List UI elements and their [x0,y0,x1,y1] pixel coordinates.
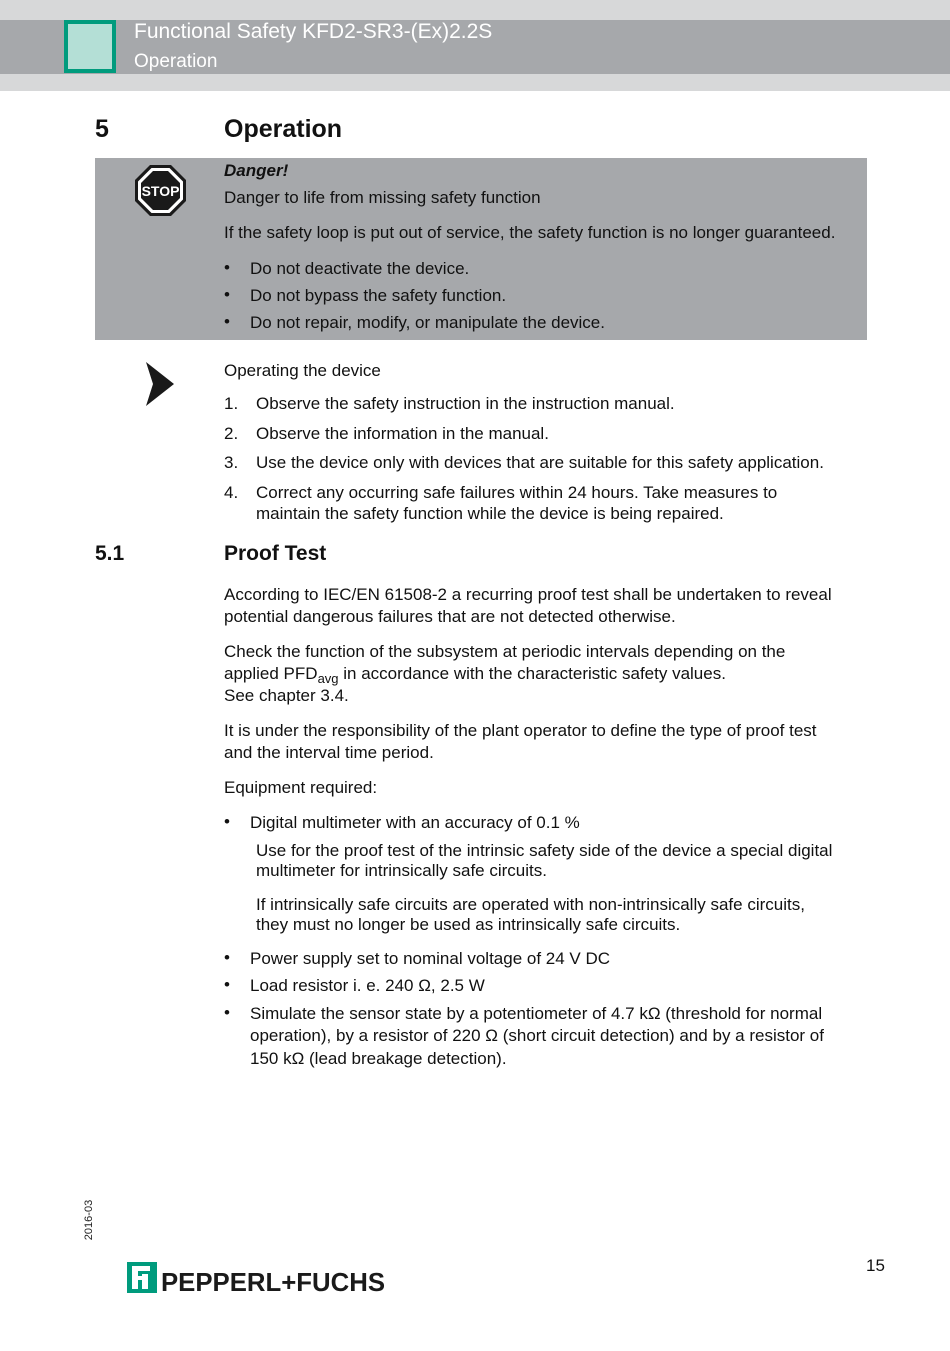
subsection-title: Proof Test [224,542,327,565]
instruction-arrow-icon [146,362,176,406]
danger-subtitle: Danger to life from missing safety function [224,188,541,207]
stop-sign-icon [135,165,186,216]
paragraph-line: See chapter 3.4. [224,686,349,705]
bullet-dot: • [224,312,230,331]
paragraph-line: potential dangerous failures that are not detected otherwise. [224,607,676,626]
danger-bullet: Do not deactivate the device. [250,259,470,278]
equipment-note: Use for the proof test of the intrinsic safety side of the device a special digital [256,841,833,860]
paragraph-line: According to IEC/EN 61508-2 a recurring proof test shall be undertaken to reveal [224,585,832,604]
document-subtitle: Operation [134,51,218,72]
header-top-strip [0,0,950,20]
paragraph-line: and the interval time period. [224,743,434,762]
step-number: 1. [224,394,239,413]
bullet-dot: • [224,948,230,967]
danger-bullet: Do not bypass the safety function. [250,286,507,305]
bullet-dot: • [224,285,230,304]
bullet-dot: • [224,812,230,831]
equipment-label: Equipment required: [224,778,378,797]
equipment-item: Simulate the sensor state by a potentiometer of 4.7 kΩ (threshold for normal [250,1004,823,1023]
danger-title: Danger! [224,161,289,180]
equipment-note: multimeter for intrinsically safe circuits. [256,861,547,880]
document-title: Functional Safety KFD2-SR3-(Ex)2.2S [134,20,493,43]
equipment-item: Digital multimeter with an accuracy of 0.1 % [250,813,580,832]
equipment-item: Load resistor i. e. 240 Ω, 2.5 W [250,976,485,995]
header-bottom-strip [0,74,950,91]
operating-title: Operating the device [224,361,381,380]
step-text: Observe the information in the manual. [256,424,549,443]
equipment-note: If intrinsically safe circuits are operated with non-intrinsically safe circuits, [256,895,805,914]
subsection-number: 5.1 [95,542,125,565]
equipment-item: operation), by a resistor of 220 Ω (short circuit detection) and by a resistor of [250,1026,824,1045]
step-text: Use the device only with devices that are suitable for this safety application. [256,453,824,472]
section-number: 5 [95,115,109,143]
pfd-subscript: avg [317,671,339,686]
section-title: Operation [224,115,343,143]
bullet-dot: • [224,1003,230,1022]
danger-bullet: Do not repair, modify, or manipulate the device. [250,313,605,332]
paragraph-line: Check the function of the subsystem at periodic intervals depending on the [224,642,786,661]
step-text: Observe the safety instruction in the instruction manual. [256,394,675,413]
paragraph-line-pfd: applied $PFD_{avg}$ in accordance with the characteristic safety values. [224,664,726,686]
step-text: maintain the safety function while the device is being repaired. [256,504,724,523]
bullet-dot: • [224,975,230,994]
brand-name: PEPPERL+FUCHS [161,1267,385,1295]
equipment-item: Power supply set to nominal voltage of 24 V DC [250,949,611,968]
page-number: 15 [866,1256,885,1275]
equipment-item: 150 kΩ (lead breakage detection). [250,1049,507,1068]
paragraph-line: It is under the responsibility of the plant operator to define the type of proof test [224,721,817,740]
step-text: Correct any occurring safe failures within 24 hours. Take measures to [256,483,778,502]
footer-date: 2016-03 [83,1199,96,1241]
danger-text: If the safety loop is put out of service, the safety function is no longer guaranteed. [224,223,836,242]
step-number: 4. [224,483,239,502]
step-number: 3. [224,453,239,472]
bullet-dot: • [224,258,230,277]
step-number: 2. [224,424,239,443]
pepperl-fuchs-logo [127,1261,387,1295]
equipment-note: they must no longer be used as intrinsically safe circuits. [256,915,681,934]
header-square-icon [64,20,116,73]
stop-sign-label: STOP [141,183,180,199]
